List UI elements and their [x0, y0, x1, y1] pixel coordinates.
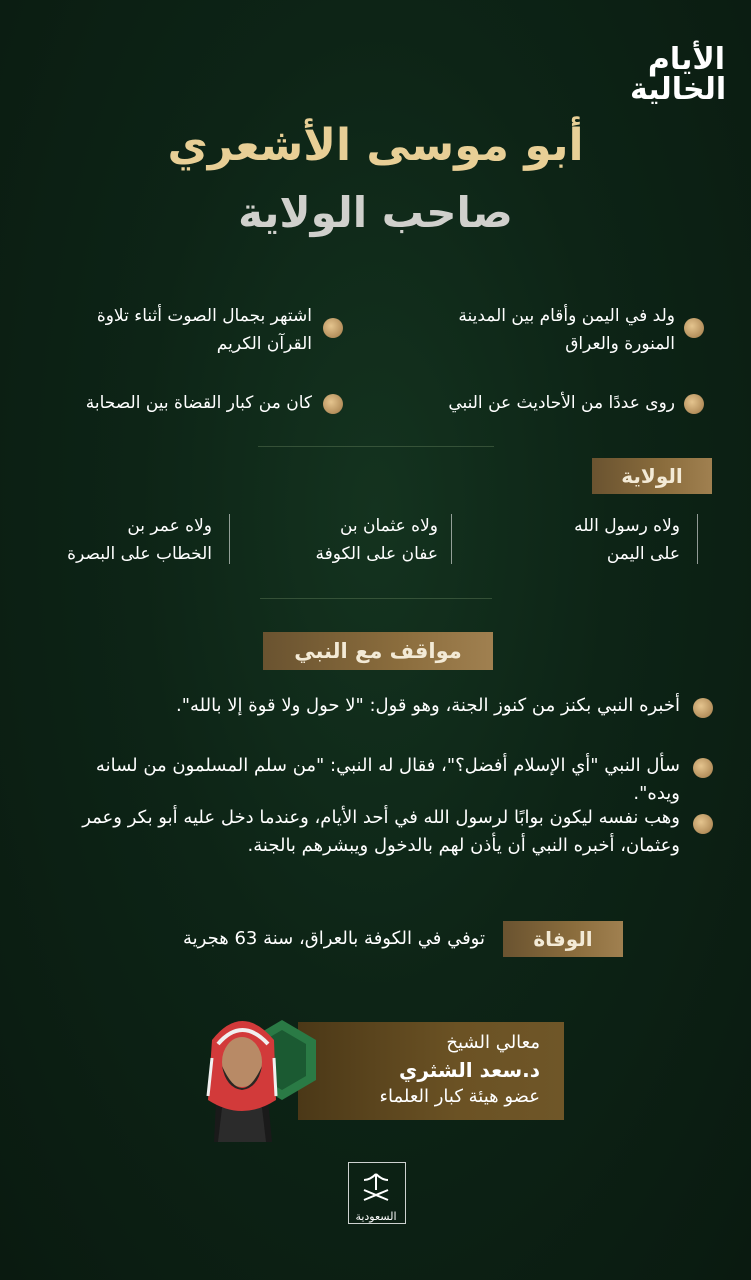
bullet-icon — [693, 814, 713, 834]
column-divider — [229, 514, 230, 564]
fact-item: اشتهر بجمال الصوت أثناء تلاوة القرآن الكريم — [96, 306, 312, 354]
logo-line-2: الخالية — [630, 72, 727, 107]
governance-item — [540, 512, 680, 568]
governance-line: ولاه رسول الله — [574, 516, 680, 536]
governance-item — [290, 512, 438, 568]
scholar-role: عضو هيئة كبار العلماء — [379, 1086, 540, 1107]
brand-logo — [630, 42, 727, 115]
bullet-icon — [323, 394, 343, 414]
fact-item: روى عددًا من الأحاديث عن النبي — [448, 393, 675, 413]
section-title-death: الوفاة — [503, 921, 623, 957]
governance-line: عفان على الكوفة — [315, 544, 438, 564]
scholar-info — [330, 1030, 540, 1110]
bullet-icon — [693, 758, 713, 778]
palm-swords-icon — [358, 1170, 394, 1206]
page-title: أبو موسى الأشعري — [167, 120, 584, 171]
column-divider — [451, 514, 452, 564]
page-subtitle: صاحب الولاية — [238, 188, 513, 237]
bullet-icon — [684, 318, 704, 338]
seal-caption: السعودية — [355, 1210, 397, 1223]
scholar-honorific: معالي الشيخ — [446, 1032, 540, 1053]
divider — [260, 598, 492, 599]
divider — [258, 446, 494, 447]
section-title-stances: مواقف مع النبي — [263, 632, 493, 670]
stance-item: أخبره النبي بكنز من كنوز الجنة، وهو قول: "لا حول ولا قوة إلا بالله". — [175, 695, 680, 716]
bullet-icon — [323, 318, 343, 338]
governance-line: على اليمن — [606, 544, 680, 564]
scholar-portrait — [196, 996, 326, 1142]
governance-line: الخطاب على البصرة — [67, 544, 212, 564]
death-text: توفي في الكوفة بالعراق، سنة 63 هجرية — [183, 928, 485, 949]
section-title-governance: الولاية — [592, 458, 712, 494]
stance-item: وهب نفسه ليكون بوابًا لرسول الله في أحد الأيام، وعندما دخل عليه أبو بكر وعمر وعثمان، أخبره النبي أن يأذن لهم بالدخول ويبشرهم بالجنة. — [82, 807, 680, 856]
logo-line-1: الأيام — [647, 42, 725, 77]
governance-line: ولاه عمر بن — [127, 516, 212, 536]
governance-line: ولاه عثمان بن — [339, 516, 438, 536]
fact-item: كان من كبار القضاة بين الصحابة — [85, 393, 312, 413]
governance-item — [50, 512, 212, 568]
fact-item: ولد في اليمن وأقام بين المدينة المنورة والعراق — [458, 306, 675, 354]
scholar-name: د.سعد الشثري — [399, 1058, 540, 1082]
stance-item: سأل النبي "أي الإسلام أفضل؟"، فقال له النبي: "من سلم المسلمون من لسانه ويده". — [95, 755, 680, 804]
column-divider — [697, 514, 698, 564]
bullet-icon — [684, 394, 704, 414]
bullet-icon — [693, 698, 713, 718]
